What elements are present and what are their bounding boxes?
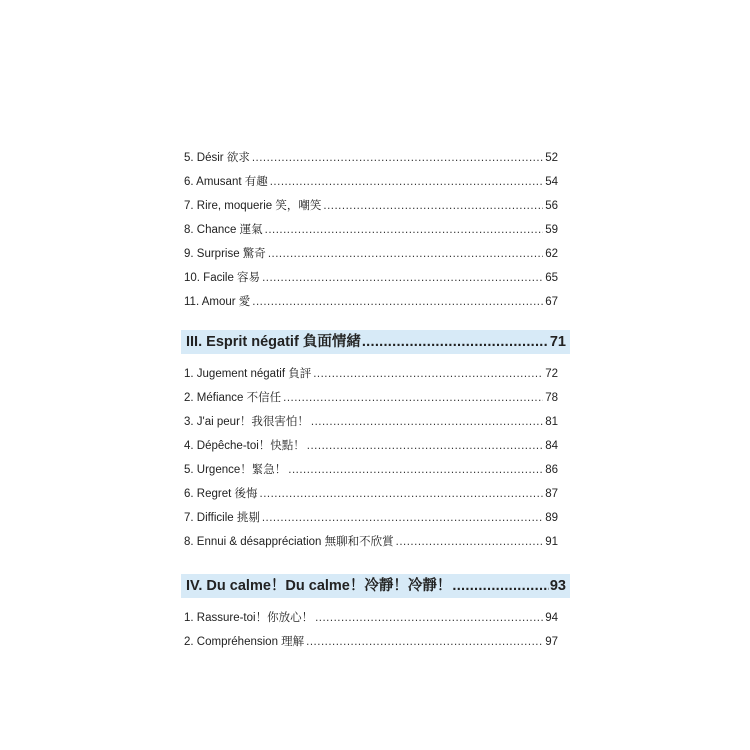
leader-dots [270,170,543,194]
entry-label: 10. Facile 容易 [184,272,261,284]
leader-dots [262,506,543,530]
toc-entry[interactable] [184,386,558,410]
leader-dots [283,386,543,410]
table-of-contents [184,146,566,654]
leader-dots [311,410,543,434]
entry-label: 6. Regret 後悔 [184,488,258,500]
entry-page: 62 [545,248,558,260]
leader-dots [313,362,543,386]
entry-label: 7. Rire, moquerie 笑，嘲笑 [184,200,322,212]
entry-page: 52 [545,152,558,164]
entry-page: 78 [545,392,558,404]
entry-page: 72 [545,368,558,380]
entry-page: 86 [545,464,558,476]
leader-dots [260,482,544,506]
toc-entry[interactable] [184,194,558,218]
entry-label: 5. Désir 欲求 [184,152,250,164]
entry-page: 81 [545,416,558,428]
section-heading[interactable] [181,330,570,354]
leader-dots [362,330,549,354]
toc-entry[interactable] [184,170,558,194]
toc-entry[interactable] [184,434,558,458]
toc-entry[interactable] [184,218,558,242]
entry-label: 9. Surprise 驚奇 [184,248,266,260]
entry-page: 97 [545,636,558,648]
entry-label: 8. Chance 運氣 [184,224,263,236]
leader-dots [288,458,543,482]
leader-dots [306,630,543,654]
leader-dots [265,218,544,242]
entry-page: 59 [545,224,558,236]
toc-entry[interactable] [184,530,558,554]
leader-dots [315,606,543,630]
entry-page: 65 [545,272,558,284]
toc-entry[interactable] [184,606,558,630]
entry-page: 56 [545,200,558,212]
section-heading[interactable] [181,574,570,598]
entry-label: 11. Amour 愛 [184,296,251,308]
toc-entry[interactable] [184,410,558,434]
entry-label: 4. Dépêche-toi！快點！ [184,440,305,452]
toc-entry[interactable] [184,146,558,170]
entry-page: 87 [545,488,558,500]
leader-dots [252,290,543,314]
entry-page: 84 [545,440,558,452]
leader-dots [262,266,543,290]
toc-entry[interactable] [184,266,558,290]
entry-page: 94 [545,612,558,624]
toc-entry[interactable] [184,506,558,530]
entry-label: 5. Urgence！緊急！ [184,464,287,476]
toc-entry[interactable] [184,362,558,386]
entry-label: 1. Jugement négatif 負評 [184,368,312,380]
entry-label: 8. Ennui & désappréciation 無聊和不欣賞 [184,536,394,548]
entry-page: 89 [545,512,558,524]
entry-label: 2. Compréhension 理解 [184,636,305,648]
section-page: 93 [549,578,566,594]
leader-dots [452,574,548,598]
entry-label: 6. Amusant 有趣 [184,176,268,188]
leader-dots [396,530,544,554]
toc-entry[interactable] [184,290,558,314]
toc-entry[interactable] [184,242,558,266]
leader-dots [323,194,543,218]
entry-label: 3. J'ai peur！我很害怕！ [184,416,309,428]
section-label: IV. Du calme！Du calme！冷靜！冷靜！ [186,578,452,594]
entry-page: 54 [545,176,558,188]
section-label: III. Esprit négatif 負面情緒 [186,334,361,350]
entry-label: 1. Rassure-toi！你放心！ [184,612,314,624]
toc-entry[interactable] [184,630,558,654]
entry-label: 2. Méfiance 不信任 [184,392,282,404]
toc-entry[interactable] [184,458,558,482]
leader-dots [252,146,543,170]
leader-dots [307,434,543,458]
leader-dots [268,242,543,266]
entry-label: 7. Difficile 挑剔 [184,512,260,524]
entry-page: 67 [545,296,558,308]
section-page: 71 [549,334,566,350]
toc-entry[interactable] [184,482,558,506]
entry-page: 91 [545,536,558,548]
